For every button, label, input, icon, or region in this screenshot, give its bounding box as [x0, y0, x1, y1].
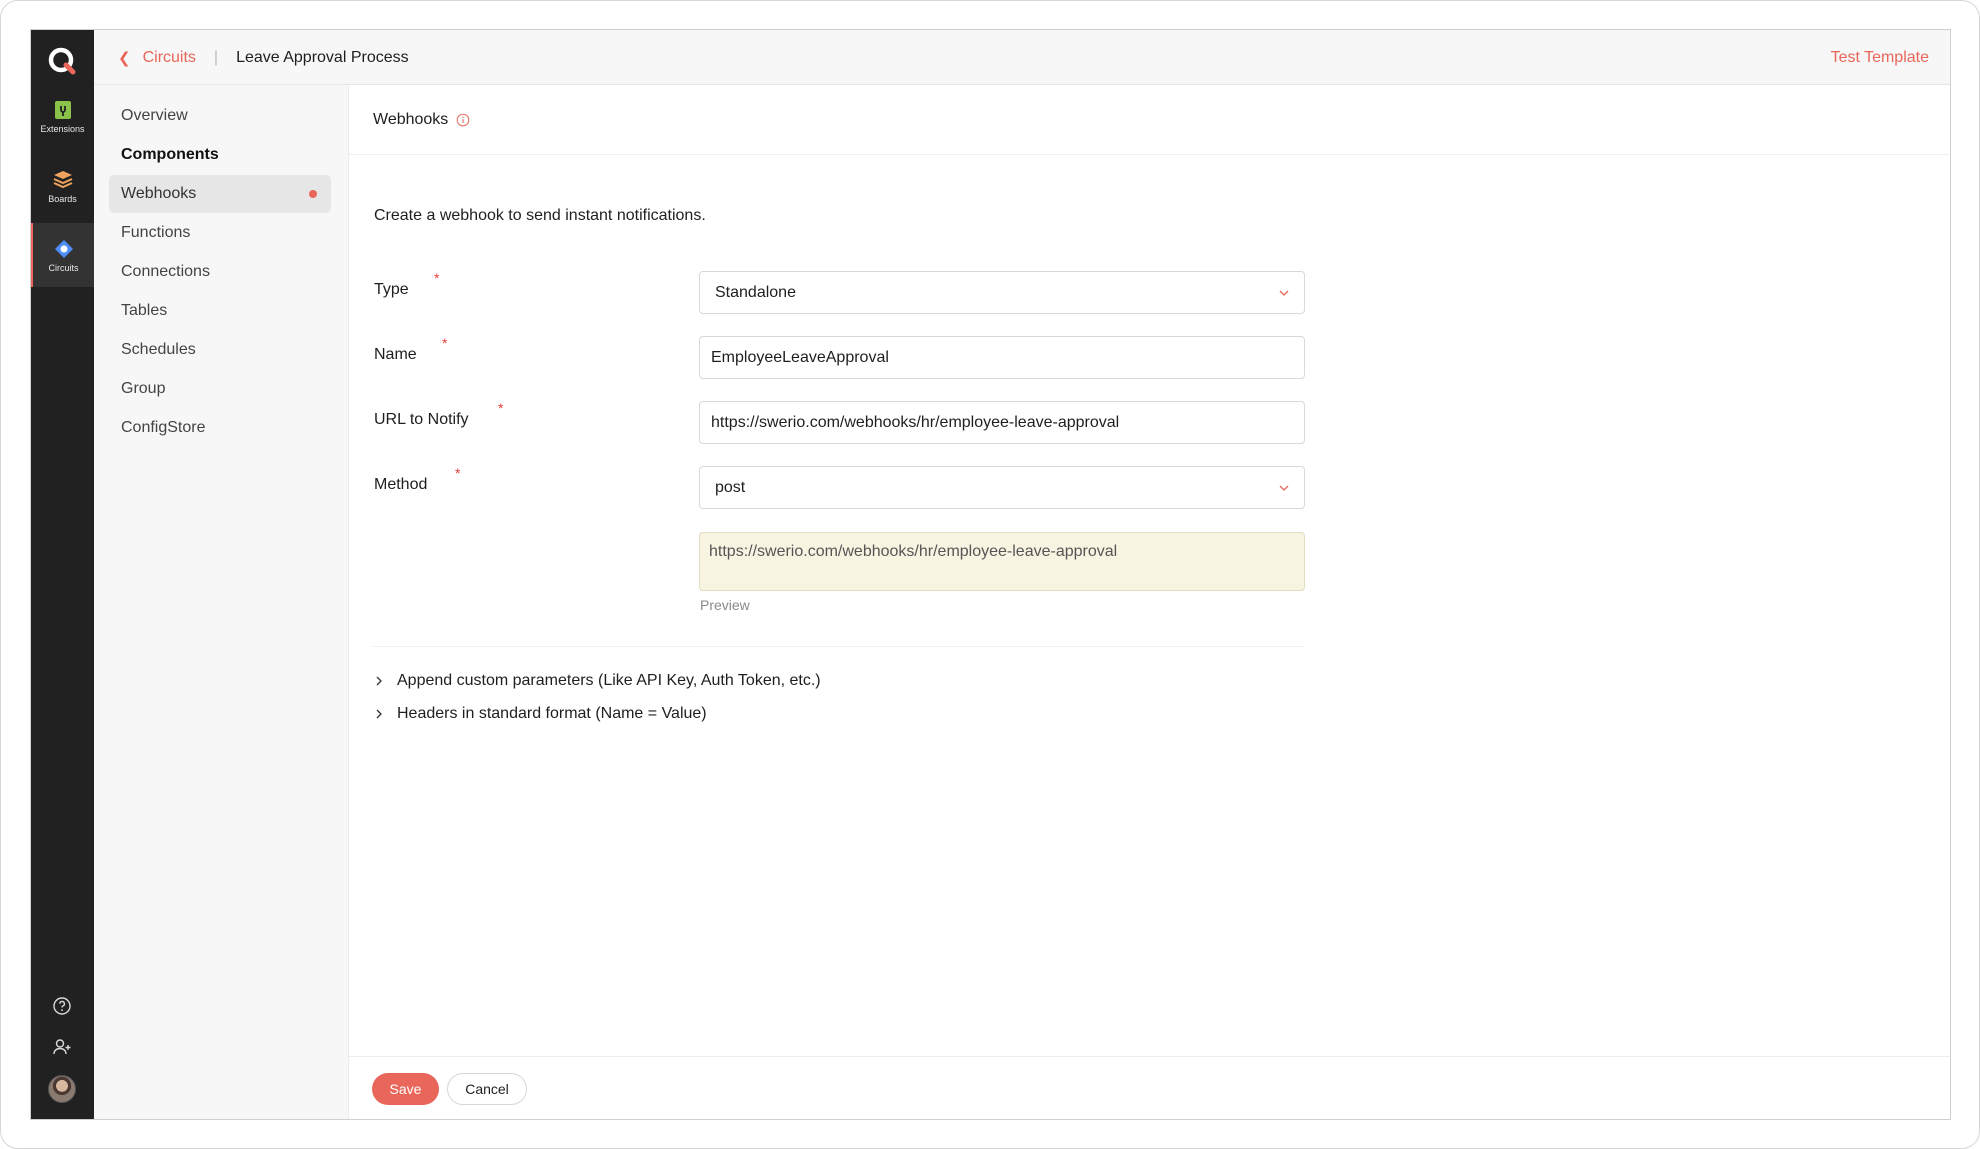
extensions-icon: [52, 99, 74, 121]
components-nav: [94, 85, 349, 1119]
nav-item-webhooks[interactable]: [109, 175, 331, 213]
chevron-right-icon: [373, 675, 385, 687]
headers-expander[interactable]: [373, 705, 707, 723]
nav-item-tables[interactable]: Tables: [121, 302, 168, 319]
rail-item-circuits[interactable]: [31, 223, 94, 287]
nav-item-group[interactable]: Group: [121, 380, 166, 397]
method-label: Method: [374, 476, 428, 493]
rail-item-extensions[interactable]: [31, 84, 94, 148]
boards-icon: [52, 169, 74, 191]
intro-text: Create a webhook to send instant notifications.: [374, 207, 706, 224]
name-label: Name: [374, 346, 417, 363]
form-divider: [373, 646, 1305, 647]
url-input-value: https://swerio.com/webhooks/hr/employee-leave-approval: [711, 413, 1120, 431]
headers-label: Headers in standard format (Name = Value): [397, 705, 707, 722]
preview-label: Preview: [700, 597, 750, 613]
user-avatar[interactable]: [48, 1075, 76, 1103]
chevron-right-icon: [373, 708, 385, 720]
unsaved-indicator-dot: [309, 190, 317, 198]
icon-rail: [31, 30, 94, 1119]
form-footer: [349, 1056, 1950, 1119]
required-asterisk: *: [442, 335, 448, 351]
info-icon[interactable]: [456, 113, 470, 127]
custom-parameters-expander[interactable]: [373, 672, 821, 690]
type-label: Type: [374, 281, 409, 298]
nav-item-connections[interactable]: Connections: [121, 263, 210, 280]
rail-label-boards: Boards: [48, 193, 77, 204]
required-asterisk: *: [498, 400, 504, 416]
breadcrumb-separator: |: [213, 48, 219, 66]
help-icon[interactable]: [51, 995, 73, 1017]
custom-parameters-label: Append custom parameters (Like API Key, Auth Token, etc.): [397, 672, 821, 689]
cancel-button[interactable]: Cancel: [447, 1073, 527, 1105]
nav-item-functions[interactable]: Functions: [121, 224, 191, 241]
test-template-link[interactable]: Test Template: [1830, 48, 1929, 66]
top-bar: [94, 30, 1950, 85]
rail-item-boards[interactable]: [31, 154, 94, 218]
page-title: Leave Approval Process: [236, 48, 409, 66]
name-input-value: EmployeeLeaveApproval: [711, 348, 889, 366]
section-header: [349, 85, 1950, 155]
rail-label-circuits: Circuits: [48, 262, 79, 273]
url-input[interactable]: [699, 401, 1305, 444]
chevron-down-icon: [1278, 482, 1290, 494]
save-button[interactable]: Save: [372, 1073, 439, 1105]
circuits-icon: [53, 238, 75, 260]
rail-label-extensions: Extensions: [40, 123, 85, 134]
chevron-down-icon: [1278, 287, 1290, 299]
chevron-left-icon[interactable]: ❮: [118, 49, 131, 67]
method-select-value: post: [715, 478, 746, 496]
nav-section-components: Components: [121, 146, 219, 163]
type-select-value: Standalone: [715, 283, 796, 301]
breadcrumb: [118, 30, 409, 85]
nav-item-configstore[interactable]: ConfigStore: [121, 419, 206, 436]
main-content: [349, 85, 1950, 1119]
add-user-icon[interactable]: [51, 1036, 73, 1058]
name-input[interactable]: [699, 336, 1305, 379]
method-select[interactable]: [699, 466, 1305, 509]
nav-item-schedules[interactable]: Schedules: [121, 341, 196, 358]
required-asterisk: *: [434, 270, 440, 286]
section-title: Webhooks: [373, 110, 449, 128]
app-logo-icon[interactable]: [45, 44, 79, 78]
nav-item-webhooks-label: Webhooks: [121, 185, 197, 202]
url-preview-box: https://swerio.com/webhooks/hr/employee-leave-approval: [699, 532, 1305, 591]
app-window: [30, 29, 1951, 1120]
required-asterisk: *: [455, 465, 461, 481]
type-select[interactable]: [699, 271, 1305, 314]
nav-item-overview[interactable]: Overview: [121, 107, 188, 124]
url-label: URL to Notify: [374, 411, 469, 428]
breadcrumb-circuits-link[interactable]: Circuits: [142, 48, 196, 66]
